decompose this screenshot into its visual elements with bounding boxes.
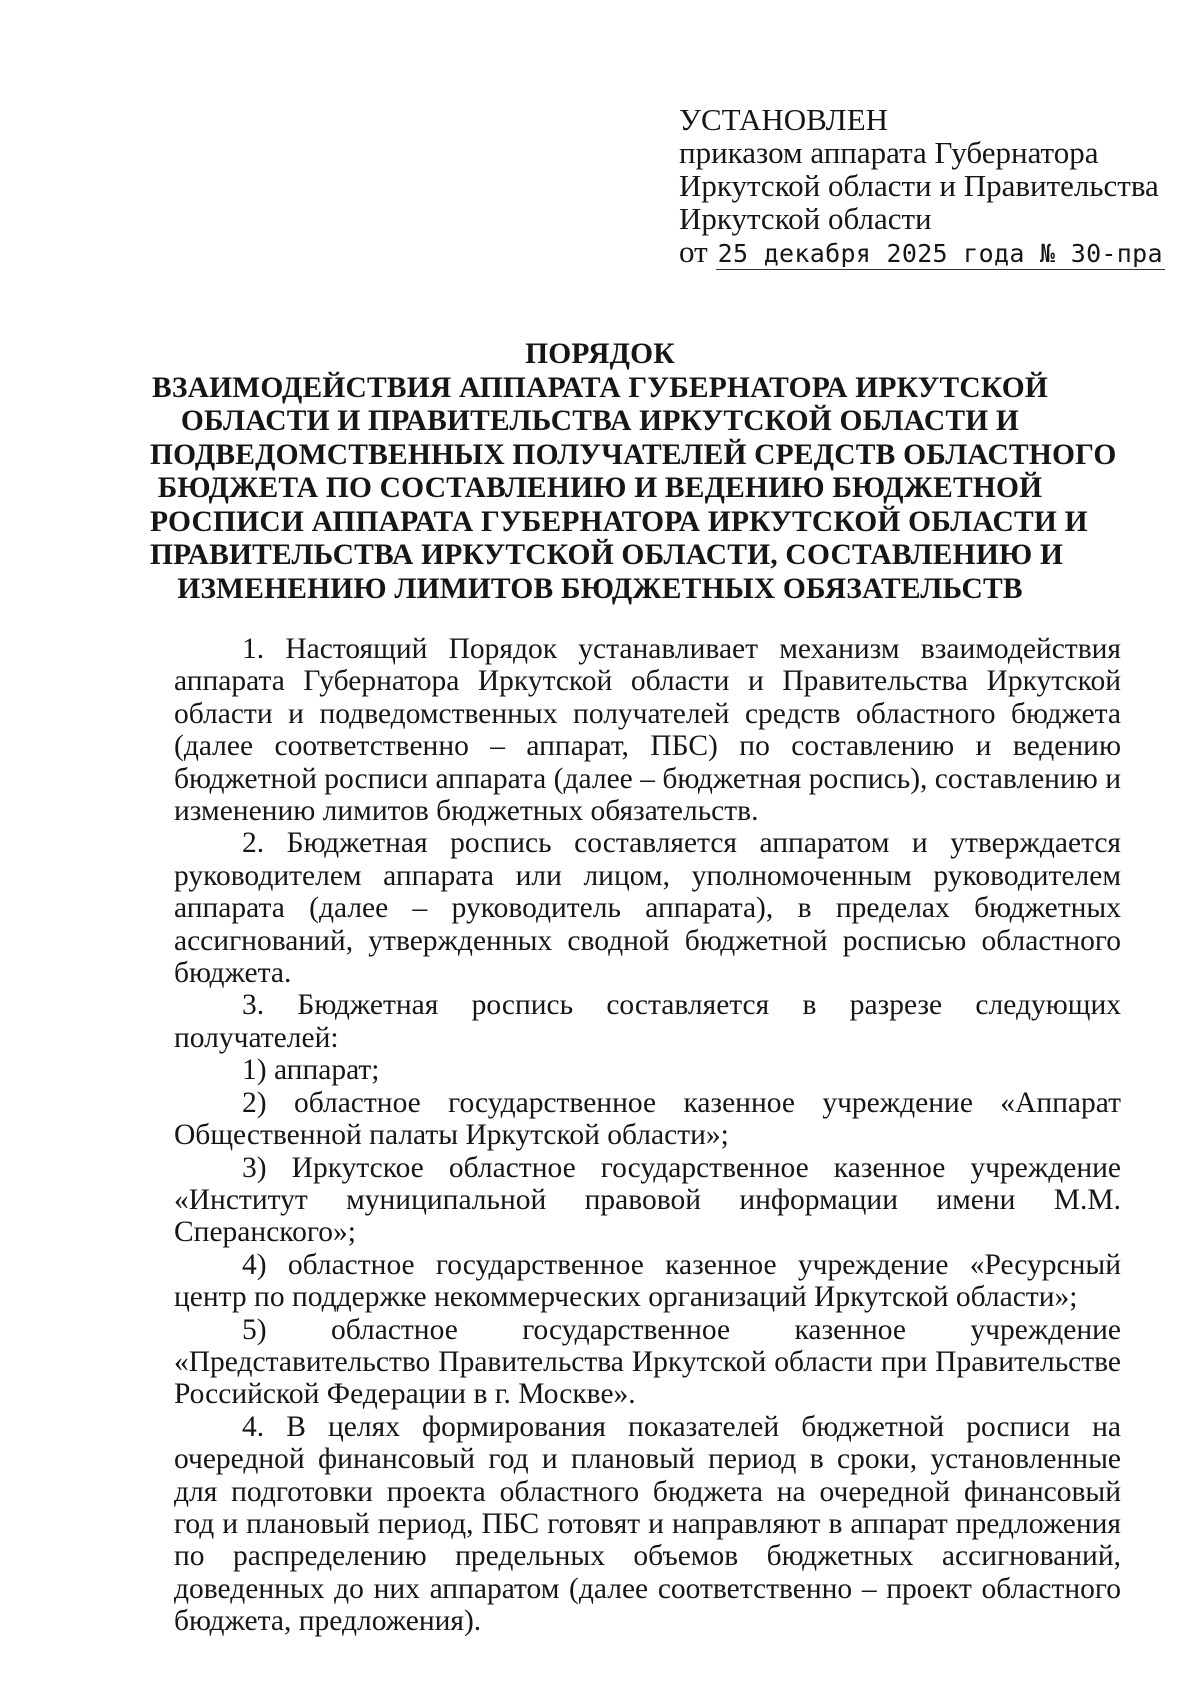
approval-line-1: приказом аппарата Губернатора — [679, 135, 1099, 170]
approval-line-3: Иркутской области — [679, 201, 932, 236]
title-heading: ПОРЯДОК — [525, 338, 675, 370]
document-title — [150, 338, 1117, 606]
title-line: ВЗАИМОДЕЙСТВИЯ АППАРАТА ГУБЕРНАТОРА ИРКУТСКОЙ — [151, 371, 1048, 404]
list-item-2: 2) областное государственное казенное учреждение «Аппарат Общественной палаты Иркутской области»; — [174, 1086, 1121, 1152]
list-item-4: 4) областное государственное казенное учреждение «Ресурсный центр по поддержке некоммерческих организаций Иркутской области»; — [174, 1248, 1121, 1314]
title-line: ОБЛАСТИ И ПРАВИТЕЛЬСТВА ИРКУТСКОЙ ОБЛАСТИ И — [180, 405, 1020, 437]
paragraph-1: 1. Настоящий Порядок устанавливает механизм взаимодействия аппарата Губернатора Иркутской области и Правительства Иркутской области и подведомственных получателей средств областного бюджета (далее соответственно – аппарат, ПБС) по составлению и ведению бюджетной росписи аппарата (далее – бюджетная роспись), составлению и изменению лимитов бюджетных обязательств. — [174, 633, 1121, 828]
title-line: РОСПИСИ АППАРАТА ГУБЕРНАТОРА ИРКУТСКОЙ ОБЛАСТИ И — [150, 505, 1088, 538]
paragraph-2: 2. Бюджетная роспись составляется аппаратом и утверждается руководителем аппарата или лицом, уполномоченным руководителем аппарата (далее – руководитель аппарата), в пределах бюджетных ассигнований, утвержденных сводной бюджетной росписью областного бюджета. — [174, 827, 1121, 990]
list-item-1: 1) аппарат; — [242, 1054, 380, 1087]
document-body — [174, 633, 1121, 1638]
approval-date-prefix: от — [679, 234, 708, 269]
approval-line-2: Иркутской области и Правительства — [679, 168, 1159, 203]
approval-date-line — [679, 235, 1179, 270]
approval-block — [679, 103, 1179, 270]
title-line: ПРАВИТЕЛЬСТВА ИРКУТСКОЙ ОБЛАСТИ, СОСТАВЛЕНИЮ И — [150, 539, 1064, 571]
paragraph-3: 3. Бюджетная роспись составляется в разрезе следующих получателей: — [174, 989, 1121, 1054]
approval-status: УСТАНОВЛЕН — [679, 102, 889, 137]
title-line: ПОДВЕДОМСТВЕННЫХ ПОЛУЧАТЕЛЕЙ СРЕДСТВ ОБЛАСТНОГО — [150, 438, 1117, 471]
title-line: ИЗМЕНЕНИЮ ЛИМИТОВ БЮДЖЕТНЫХ ОБЯЗАТЕЛЬСТВ — [177, 572, 1023, 605]
approval-date-value: 25 декабря 2025 года № 30-пра — [717, 239, 1163, 268]
list-item-3: 3) Иркутское областное государственное казенное учреждение «Институт муниципальной правовой информации имени М.М. Сперанского»; — [174, 1151, 1121, 1249]
list-item-5: 5) областное государственное казенное учреждение «Представительство Правительства Иркутской области при Правительстве Российской Федерации в г. Москве». — [174, 1313, 1121, 1411]
paragraph-4: 4. В целях формирования показателей бюджетной росписи на очередной финансовый год и плановый период в сроки, установленные для подготовки проекта областного бюджета на очередной финансовый год и плановый период, ПБС готовят и направляют в аппарат предложения по распределению предельных объемов бюджетных ассигнований, доведенных до них аппаратом (далее соответственно – проект областного бюджета, предложения). — [174, 1410, 1121, 1638]
title-line: БЮДЖЕТА ПО СОСТАВЛЕНИЮ И ВЕДЕНИЮ БЮДЖЕТНОЙ — [157, 472, 1043, 504]
